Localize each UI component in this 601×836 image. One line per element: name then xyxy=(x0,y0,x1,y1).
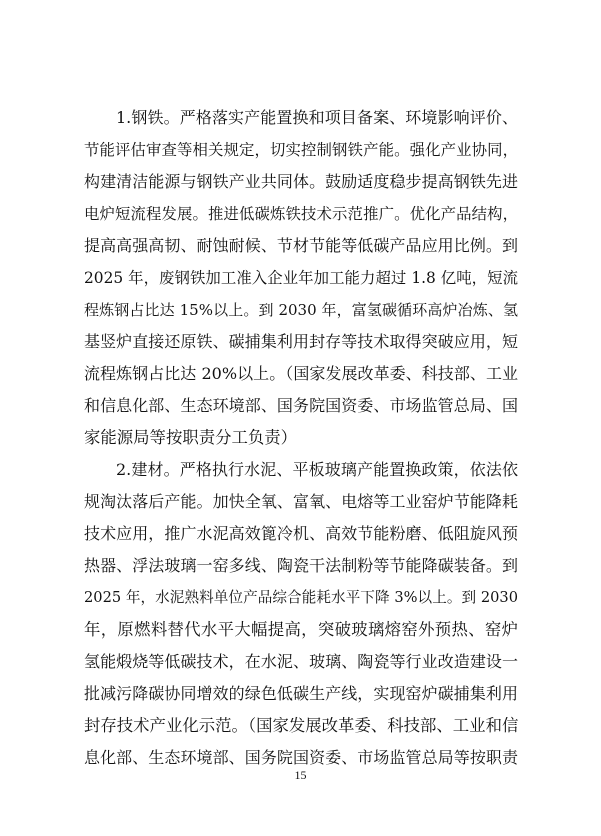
paragraph-1-line-7: 程炼钢占比达 15%以上。到 2030 年，富氢碳循环高炉冶炼、氢 xyxy=(84,301,518,319)
paragraph-1-line-6: 2025 年，废钢铁加工准入企业年加工能力超过 1.8 亿吨，短流 xyxy=(84,269,518,287)
paragraph-2-line-6: 年，原燃料替代水平大幅提高，突破玻璃熔窑外预热、窑炉 xyxy=(84,620,518,639)
paragraph-1-line-2: 节能评估审查等相关规定，切实控制钢铁产能。强化产业协同， xyxy=(84,141,518,159)
paragraph-2-line-7: 氢能煅烧等低碳技术，在水泥、玻璃、陶瓷等行业改造建设一 xyxy=(84,652,518,671)
paragraph-1-line-9: 流程炼钢占比达 20%以上。（国家发展改革委、科技部、工业 xyxy=(84,364,518,383)
paragraph-2-line-2: 规淘汰落后产能。加快全氧、富氧、电熔等工业窑炉节能降耗 xyxy=(84,492,518,511)
paragraph-2-line-5: 2025 年，水泥熟料单位产品综合能耗水平下降 3%以上。到 2030 xyxy=(84,589,518,606)
paragraph-2-line-4: 热器、浮法玻璃一窑多线、陶瓷干法制粉等节能降碳装备。到 xyxy=(84,556,518,575)
paragraph-2-line-10: 息化部、生态环境部、国务院国资委、市场监管总局等按职责 xyxy=(84,748,518,767)
paragraph-1-line-11: 家能源局等按职责分工负责） xyxy=(84,428,298,447)
paragraph-1-line-8: 基竖炉直接还原铁、碳捕集利用封存等技术取得突破应用，短 xyxy=(84,332,518,351)
paragraph-2-line-8: 批减污降碳协同增效的绿色低碳生产线，实现窑炉碳捕集利用 xyxy=(84,684,518,703)
paragraph-2-line-3: 技术应用，推广水泥高效篦冷机、高效节能粉磨、低阻旋风预 xyxy=(84,524,518,543)
page-number: 15 xyxy=(294,768,307,782)
paragraph-1-line-10: 和信息化部、生态环境部、国务院国资委、市场监管总局、国 xyxy=(84,396,518,415)
paragraph-2-line-1: 2.建材。严格执行水泥、平板玻璃产能置换政策，依法依 xyxy=(116,460,518,479)
paragraph-1-line-4: 电炉短流程发展。推进低碳炼铁技术示范推广。优化产品结构， xyxy=(84,205,518,223)
paragraph-2-line-9: 封存技术产业化示范。（国家发展改革委、科技部、工业和信 xyxy=(84,716,519,735)
paragraph-1-line-3: 构建清洁能源与钢铁产业共同体。鼓励适度稳步提高钢铁先进 xyxy=(84,172,518,191)
paragraph-1-line-1: 1.钢铁。严格落实产能置换和项目备案、环境影响评价、 xyxy=(116,108,518,127)
paragraph-1-line-5: 提高高强高韧、耐蚀耐候、节材节能等低碳产品应用比例。到 xyxy=(84,236,518,255)
